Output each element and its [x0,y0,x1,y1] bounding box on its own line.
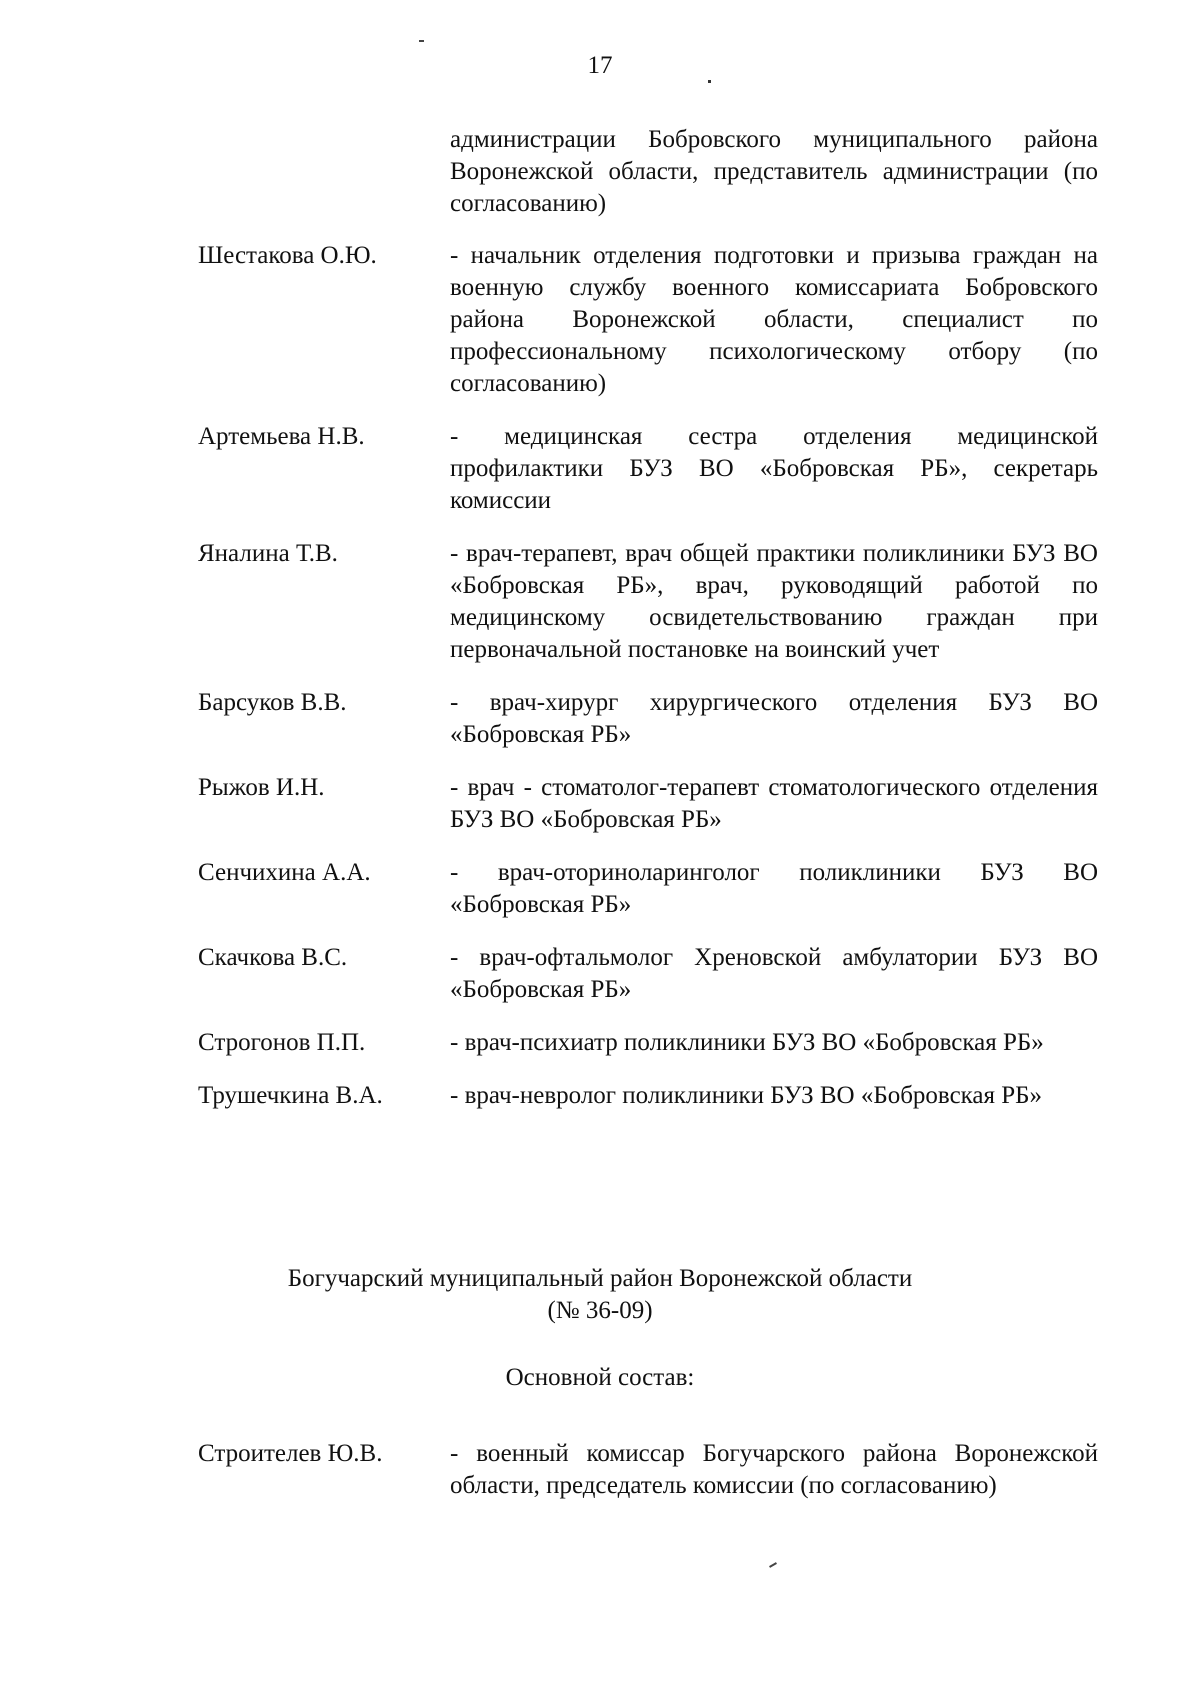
scan-speck [708,80,711,83]
member-entry [0,538,1200,666]
member-role: - врач-хирург хирургического отделения БУЗ ВО «Бобровская РБ» [450,689,1098,748]
member-name: Сенчихина А.А. [198,859,371,886]
scan-speck [769,1562,777,1568]
member-name: Строителев Ю.В. [198,1440,383,1467]
member-role: - начальник отделения подготовки и призыва граждан на военную службу военного комиссариата Бобровского района Воронежской области, специалист по профессиональному психологическому отбору (по согласованию) [450,242,1098,397]
member-name: Шестакова О.Ю. [198,242,377,269]
member-role: - врач-терапевт, врач общей практики поликлиники БУЗ ВО «Бобровская РБ», врач, руководящий работой по медицинскому освидетельствованию граждан при первоначальной постановке на воинский учет [450,540,1098,663]
member-role: - врач - стоматолог-терапевт стоматологического отделения БУЗ ВО «Бобровская РБ» [450,774,1098,833]
member-role: - врач-оториноларинголог поликлиники БУЗ ВО «Бобровская РБ» [450,859,1098,918]
subsection-heading: Основной состав: [505,1364,695,1391]
member-name: Артемьева Н.В. [198,423,365,450]
section-number: (№ 36-09) [547,1297,653,1324]
member-name: Скачкова В.С. [198,944,348,971]
section-heading-line: Богучарский муниципальный район Воронежской области [287,1265,913,1292]
member-role: - врач-офтальмолог Хреновской амбулатории БУЗ ВО «Бобровская РБ» [450,944,1098,1003]
member-entry [0,421,1200,517]
member-role: - военный комиссар Богучарского района Воронежской области, председатель комиссии (по согласованию) [450,1440,1098,1499]
member-entry [0,240,1200,400]
member-name: Барсуков В.В. [198,689,347,716]
page-number: 17 [587,52,613,79]
member-list [0,240,1200,1133]
member-entry [0,1027,1200,1059]
continued-role-text: администрации Бобровского муниципального района Воронежской области, представитель администрации (по согласованию) [450,126,1098,217]
member-entry [0,942,1200,1006]
member-name: Рыжов И.Н. [198,774,325,801]
member-entry [0,857,1200,921]
member-role: - врач-психиатр поликлиники БУЗ ВО «Бобровская РБ» [450,1029,1044,1056]
member-entry [0,1080,1200,1112]
member-name: Трушечкина В.А. [198,1082,383,1109]
member-entry [0,1438,1200,1502]
member-name: Яналина Т.В. [198,540,338,567]
member-role: - врач-невролог поликлиники БУЗ ВО «Бобровская РБ» [450,1082,1043,1109]
member-entry [0,772,1200,836]
member-role: - медицинская сестра отделения медицинской профилактики БУЗ ВО «Бобровская РБ», секретарь комиссии [450,423,1098,514]
scan-speck [419,40,424,42]
section-heading [0,1263,1200,1327]
member-entry [0,687,1200,751]
member-name: Строгонов П.П. [198,1029,366,1056]
